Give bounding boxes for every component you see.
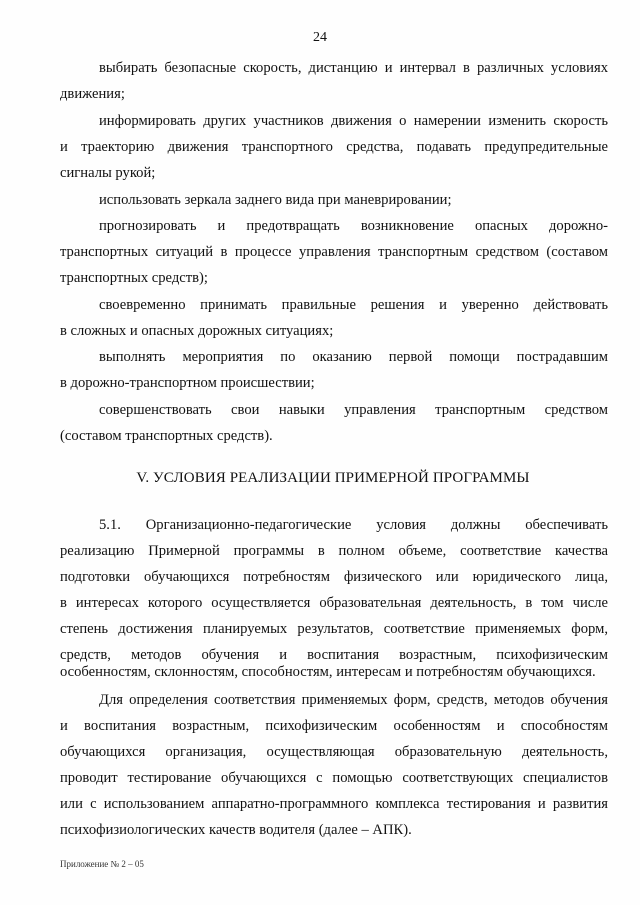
text-line: проводит тестирование обучающихся с помощью соответствующих специалистов bbox=[60, 770, 608, 786]
text-line: транспортных средств); bbox=[60, 270, 208, 286]
text-line: психофизиологических качеств водителя (далее – АПК). bbox=[60, 822, 412, 838]
text-line: в дорожно-транспортном происшествии; bbox=[60, 375, 315, 391]
footer-note: Приложение № 2 – 05 bbox=[60, 859, 144, 869]
text-line: использовать зеркала заднего вида при маневрировании; bbox=[99, 192, 452, 208]
text-line: своевременно принимать правильные решения и уверенно действовать bbox=[99, 297, 608, 313]
section-heading: V. УСЛОВИЯ РЕАЛИЗАЦИИ ПРИМЕРНОЙ ПРОГРАММЫ bbox=[136, 470, 530, 486]
text-line: подготовки обучающихся потребностям физического или юридического лица, bbox=[60, 569, 608, 585]
text-line: прогнозировать и предотвращать возникновение опасных дорожно- bbox=[99, 218, 608, 234]
text-line: выбирать безопасные скорость, дистанцию и интервал в различных условиях bbox=[99, 60, 608, 76]
text-line: транспортных ситуаций в процессе управления транспортным средством (составом bbox=[60, 244, 608, 260]
text-line: в интересах которого осуществляется образовательная деятельность, в том числе bbox=[60, 595, 608, 611]
text-line: обучающихся организация, осуществляющая образовательную деятельность, bbox=[60, 744, 608, 760]
text-line: и траекторию движения транспортного средства, подавать предупредительные bbox=[60, 139, 608, 155]
text-line: средств, методов обучения и воспитания возрастным, психофизическим bbox=[60, 647, 608, 663]
page-number: 24 bbox=[313, 30, 327, 45]
text-line: 5.1. Организационно-педагогические условия должны обеспечивать bbox=[99, 517, 608, 533]
text-line: Для определения соответствия применяемых форм, средств, методов обучения bbox=[99, 692, 608, 708]
text-line: выполнять мероприятия по оказанию первой помощи пострадавшим bbox=[99, 349, 608, 365]
text-line: или с использованием аппаратно-программного комплекса тестирования и развития bbox=[60, 796, 608, 812]
text-line: движения; bbox=[60, 86, 125, 102]
text-line: сигналы рукой; bbox=[60, 165, 156, 181]
text-line: (составом транспортных средств). bbox=[60, 428, 273, 444]
text-line: реализацию Примерной программы в полном объеме, соответствие качества bbox=[60, 543, 608, 559]
text-line: в сложных и опасных дорожных ситуациях; bbox=[60, 323, 334, 339]
text-line: особенностям, склонностям, способностям, интересам и потребностям обучающихся. bbox=[60, 664, 596, 680]
text-line: степень достижения планируемых результатов, соответствие применяемых форм, bbox=[60, 621, 608, 637]
text-line: информировать других участников движения о намерении изменить скорость bbox=[99, 113, 608, 129]
text-line: совершенствовать свои навыки управления транспортным средством bbox=[99, 402, 608, 418]
text-line: и воспитания возрастным, психофизическим особенностям и способностям bbox=[60, 718, 608, 734]
